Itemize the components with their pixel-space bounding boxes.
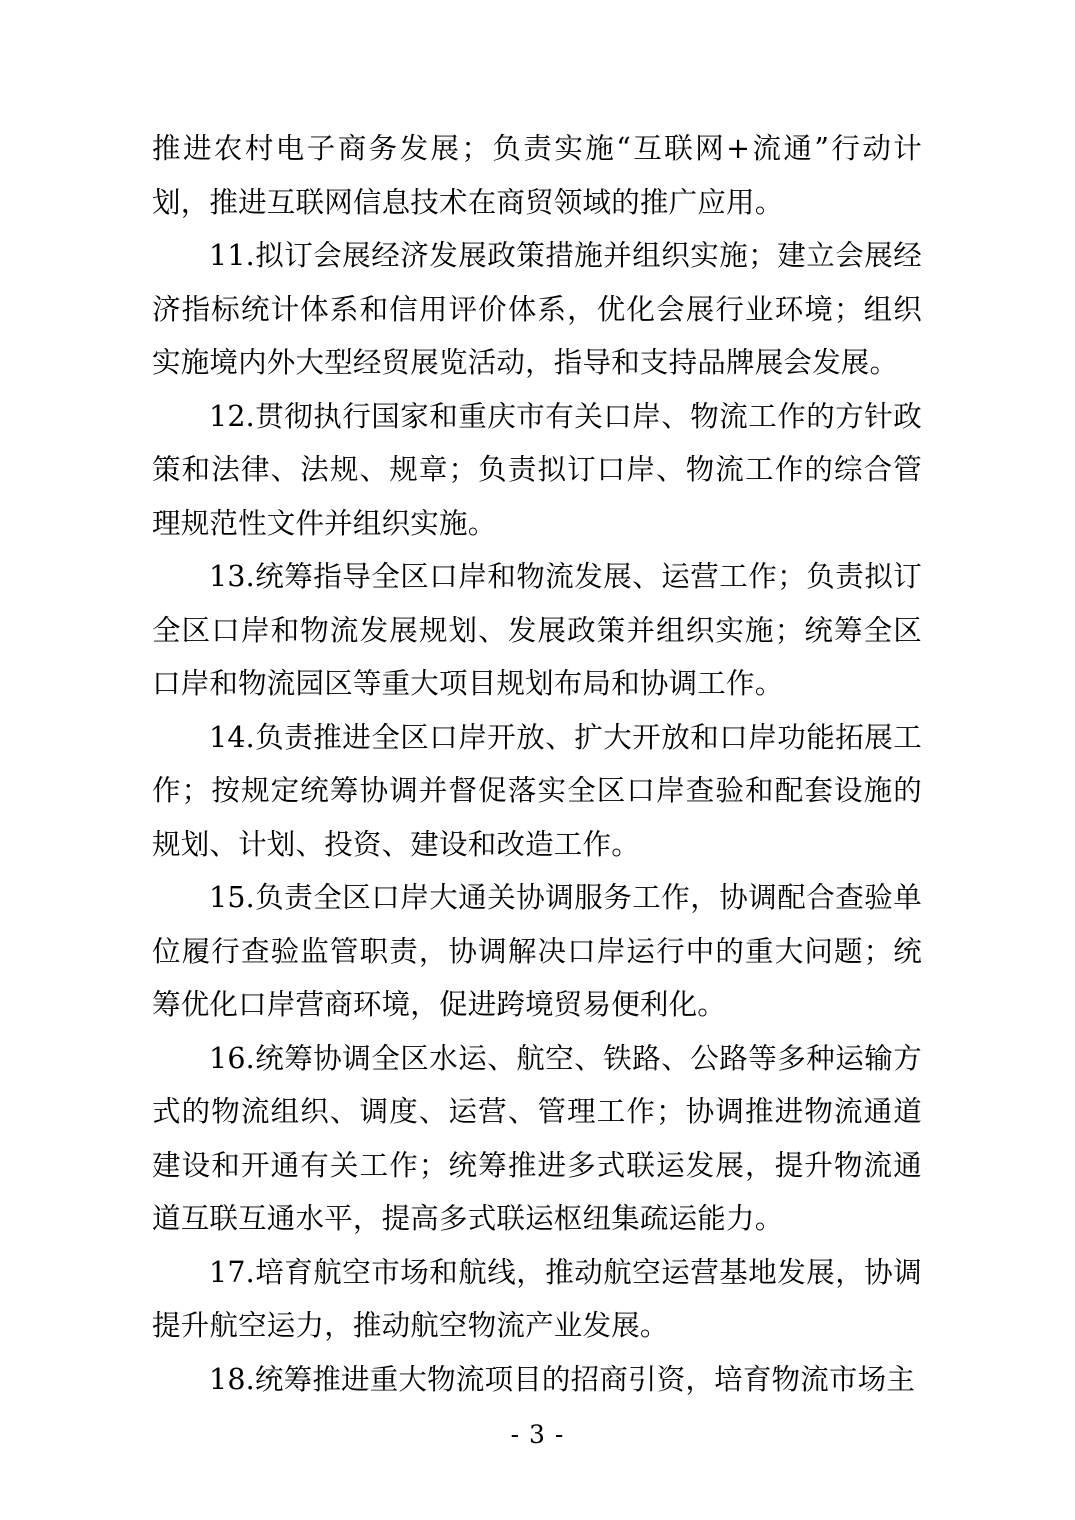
paragraph-continued: 推进农村电子商务发展；负责实施“互联网+流通”行动计划，推进互联网信息技术在商贸领域的推广应用。 bbox=[152, 132, 922, 219]
paragraph-item-14: 14.负责推进全区口岸开放、扩大开放和口岸功能拓展工作；按规定统筹协调并督促落实全区口岸查验和配套设施的规划、计划、投资、建设和改造工作。 bbox=[152, 720, 922, 861]
page-number: - 3 - bbox=[510, 1420, 565, 1449]
paragraph-item-18: 18.统筹推进重大物流项目的招商引资，培育物流市场主 bbox=[209, 1362, 916, 1396]
paragraph-item-16: 16.统筹协调全区水运、航空、铁路、公路等多种运输方式的物流组织、调度、运营、管理工作；协调推进物流通道建设和开通有关工作；统筹推进多式联运发展，提升物流通道互联互通水平，提高多式联运枢纽集疏运能力。 bbox=[152, 1041, 922, 1235]
paragraph-item-15: 15.负责全区口岸大通关协调服务工作，协调配合查验单位履行查验监管职责，协调解决口岸运行中的重大问题；统筹优化口岸营商环境，促进跨境贸易便利化。 bbox=[152, 881, 922, 1021]
paragraph-item-12: 12.贯彻执行国家和重庆市有关口岸、物流工作的方针政策和法律、法规、规章；负责拟订口岸、物流工作的综合管理规范性文件并组织实施。 bbox=[152, 399, 922, 540]
paragraph-item-17: 17.培育航空市场和航线，推动航空运营基地发展，协调提升航空运力，推动航空物流产业发展。 bbox=[152, 1255, 922, 1342]
paragraph-item-13: 13.统筹指导全区口岸和物流发展、运营工作；负责拟订全区口岸和物流发展规划、发展政策并组织实施；统筹全区口岸和物流园区等重大项目规划布局和协调工作。 bbox=[152, 560, 922, 700]
document-body bbox=[152, 122, 922, 1406]
paragraph-item-11: 11.拟订会展经济发展政策措施并组织实施；建立会展经济指标统计体系和信用评价体系，优化会展行业环境；组织实施境内外大型经贸展览活动，指导和支持品牌展会发展。 bbox=[152, 239, 922, 379]
